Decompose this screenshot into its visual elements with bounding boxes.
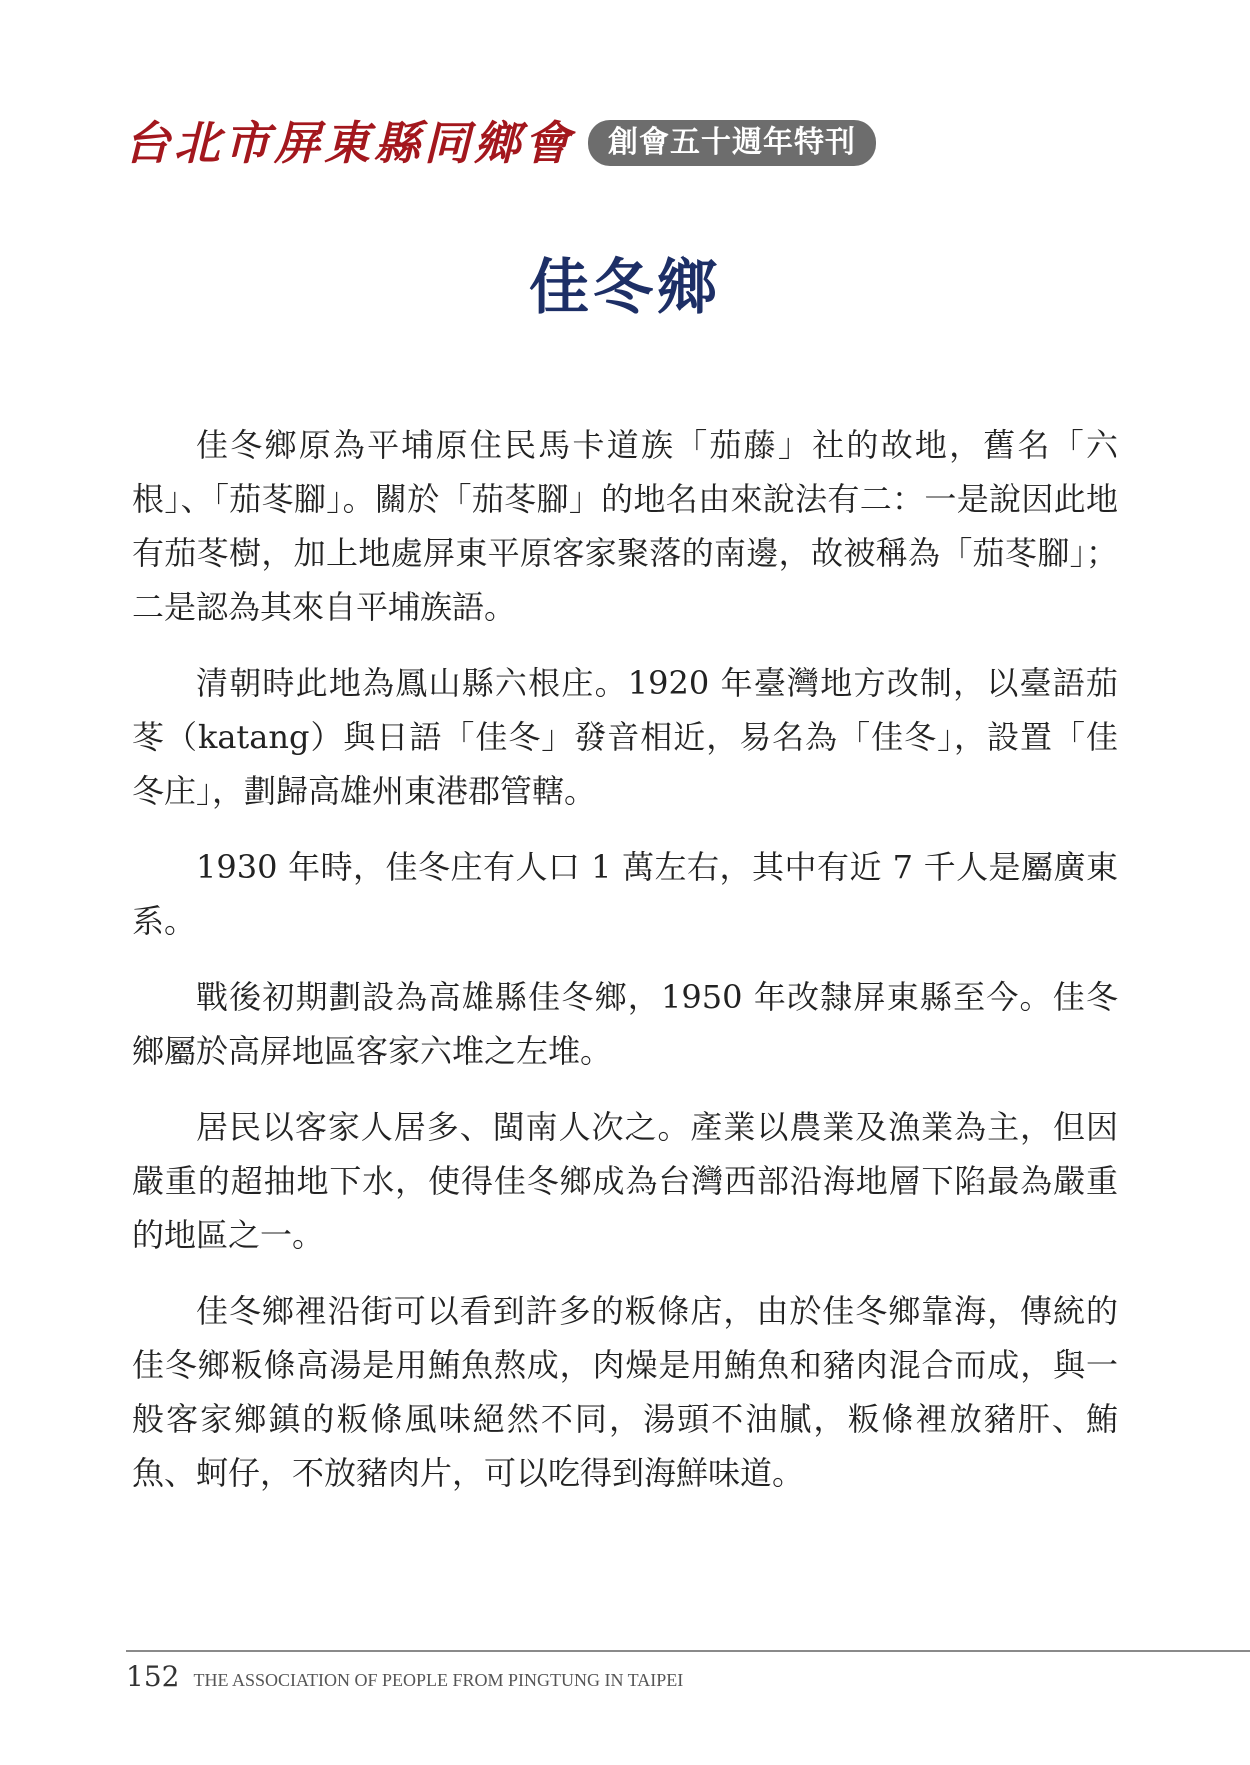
article-body bbox=[132, 418, 1118, 1522]
publication-name: THE ASSOCIATION OF PEOPLE FROM PINGTUNG IN TAIPEI bbox=[193, 1670, 684, 1690]
footer-divider bbox=[126, 1650, 1250, 1652]
page-footer bbox=[126, 1660, 683, 1693]
page-number: 152 bbox=[126, 1660, 180, 1693]
page-header bbox=[124, 116, 876, 170]
anniversary-badge: 創會五十週年特刊 bbox=[588, 120, 876, 166]
organization-name: 台北市屏東縣同鄉會 bbox=[124, 116, 574, 170]
paragraph: 清朝時此地為鳳山縣六根庄。1920 年臺灣地方改制，以臺語茄苳（katang）與日語「佳冬」發音相近，易名為「佳冬」，設置「佳冬庄」，劃歸高雄州東港郡管轄。 bbox=[132, 664, 1118, 810]
paragraph: 佳冬鄉原為平埔原住民馬卡道族「茄藤」社的故地，舊名「六根」、「茄苳腳」。關於「茄苳腳」的地名由來說法有二：一是說因此地有茄苳樹，加上地處屏東平原客家聚落的南邊，故被稱為「茄苳腳」；二是認為其來自平埔族語。 bbox=[132, 426, 1118, 626]
paragraph: 居民以客家人居多、閩南人次之。產業以農業及漁業為主，但因嚴重的超抽地下水，使得佳冬鄉成為台灣西部沿海地層下陷最為嚴重的地區之一。 bbox=[132, 1108, 1118, 1254]
paragraph: 戰後初期劃設為高雄縣佳冬鄉，1950 年改隸屏東縣至今。佳冬鄉屬於高屏地區客家六堆之左堆。 bbox=[132, 978, 1118, 1070]
article-title: 佳冬鄉 bbox=[529, 253, 721, 323]
paragraph: 佳冬鄉裡沿街可以看到許多的粄條店，由於佳冬鄉靠海，傳統的佳冬鄉粄條高湯是用鮪魚熬成，肉燥是用鮪魚和豬肉混合而成，與一般客家鄉鎮的粄條風味絕然不同，湯頭不油膩，粄條裡放豬肝、鮪魚、蚵仔，不放豬肉片，可以吃得到海鮮味道。 bbox=[132, 1292, 1118, 1492]
paragraph: 1930 年時，佳冬庄有人口 1 萬左右，其中有近 7 千人是屬廣東系。 bbox=[132, 848, 1118, 940]
